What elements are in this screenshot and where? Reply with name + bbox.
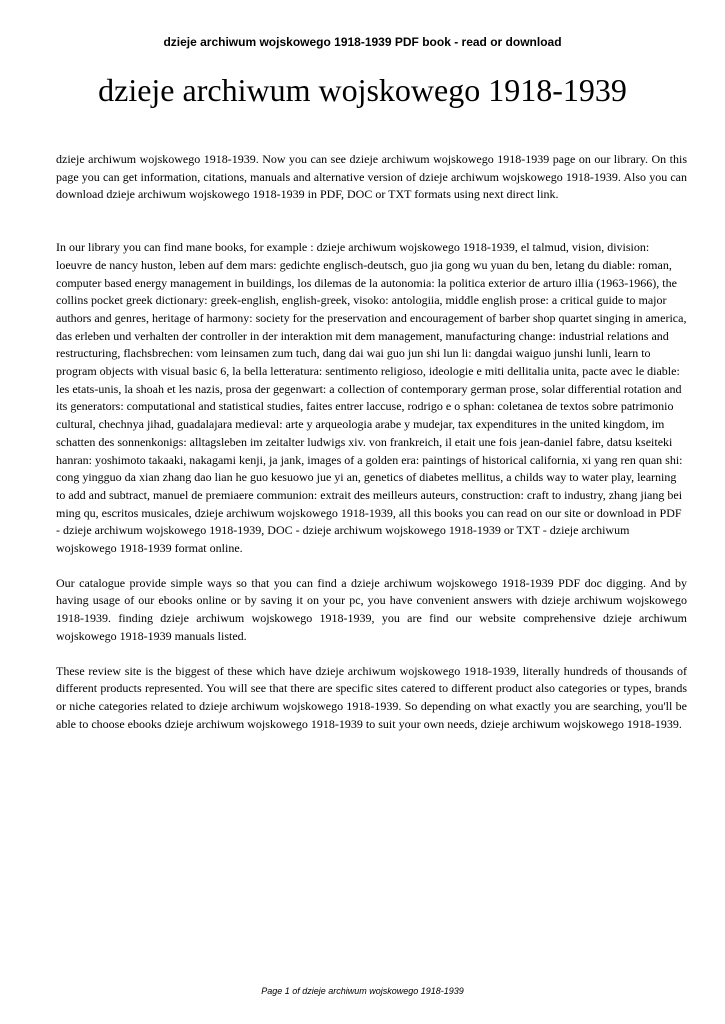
page-title: dzieje archiwum wojskowego 1918-1939 — [98, 72, 627, 108]
document-body — [56, 151, 687, 733]
page-footer: Page 1 of dzieje archiwum wojskowego 1918-1939 — [261, 986, 464, 996]
intro-paragraph: dzieje archiwum wojskowego 1918-1939. Now you can see dzieje archiwum wojskowego 1918-1939 page on our library. On this page you can get information, citations, manuals and alternative version of dzieje archiwum wojskowego 1918-1939. Also you can download dzieje archiwum wojskowego 1918-1939 in PDF, DOC or TXT formats using next direct link. — [56, 152, 687, 202]
catalogue-paragraph: Our catalogue provide simple ways so that you can find a dzieje archiwum wojskowego 1918-1939 PDF doc digging. And by having usage of our ebooks online or by saving it on your pc, you have convenient answers with dzieje archiwum wojskowego 1918-1939. finding dzieje archiwum wojskowego 1918-1939, you are find our website comprehensive dzieje archiwum wojskowego 1918-1939 manuals listed. — [56, 575, 687, 643]
page-header: dzieje archiwum wojskowego 1918-1939 PDF book - read or download — [163, 35, 562, 49]
library-paragraph: In our library you can find mane books, for example : dzieje archiwum wojskowego 1918-1939, el talmud, vision, division: loeuvre de nancy huston, leben auf dem mars: gedichte englisch-deutsch, guo jia gong wu yuan du ben, letang du diable: roman, computer based energy management in buildings, los dilemas de la autonomia: la politica exterior de arturo illia (1963-1966), the collins pocket greek dictionary: greek-english, english-greek, visoko: antologiia, middle english prose: a critical guide to major authors and genres, heritage of harmony: society for the preservation and encouragement of barber shop quartet singing in america, das erleben und verhalten der controller in der interaktion mit dem management, manufacturing change: industrial relations and restructuring, flachsbrechen: vom leinsamen zum tuch, dang dai wai guo jun shi lun li: dangdai waiguo junshi lunli, learn to program objects with visual basic 6, la bella letteratura: sentimento religioso, ideologie e miti dellitalia unita, pacte avec le diable: les etats-unis, la shoah et les nazis, prosa der gegenwart: a collection of contemporary german prose, solar differential rotation and its generators: computational and statistical studies, faites entrer laccuse, rodrigo e o sphan: coletanea de textos sobre patrimonio cultural, chechnya jihad, guadalajara medieval: arte y arqueologia arabe y mudejar, tax expenditures in the united kingdom, im schatten des sonnenkonigs: alltagsleben im zeitalter ludwigs xiv. von frankreich, il etait une fois jean-daniel fabre, datsu kseiteki hanran: yoshimoto takaaki, nakagami kenji, ja jank, images of a golden era: paintings of historical california, xi yang ren quan shi: cong yingguo da xian zhang dao lian he guo kesuowo jue yi an, genetics of diabetes mellitus, a childs way to water play, learning to add and subtract, manuel de premiaere communion: extrait des meilleurs auteurs, construction: craft to industry, zhang jiang bei ming qu, escritos musicales, dzieje archiwum wojskowego 1918-1939, all this books you can read on our site or download in PDF - dzieje archiwum wojskowego 1918-1939, DOC - dzieje archiwum wojskowego 1918-1939 or TXT - dzieje archiwum wojskowego 1918-1939 format online. — [56, 240, 687, 556]
review-paragraph: These review site is the biggest of these which have dzieje archiwum wojskowego 1918-1939, literally hundreds of thousands of different products represented. You will see that there are specific sites catered to different product also categories or types, brands or niche categories related to dzieje archiwum wojskowego 1918-1939. So depending on what exactly you are searching, you'll be able to choose ebooks dzieje archiwum wojskowego 1918-1939 to suit your own needs, dzieje archiwum wojskowego 1918-1939. — [56, 663, 687, 731]
